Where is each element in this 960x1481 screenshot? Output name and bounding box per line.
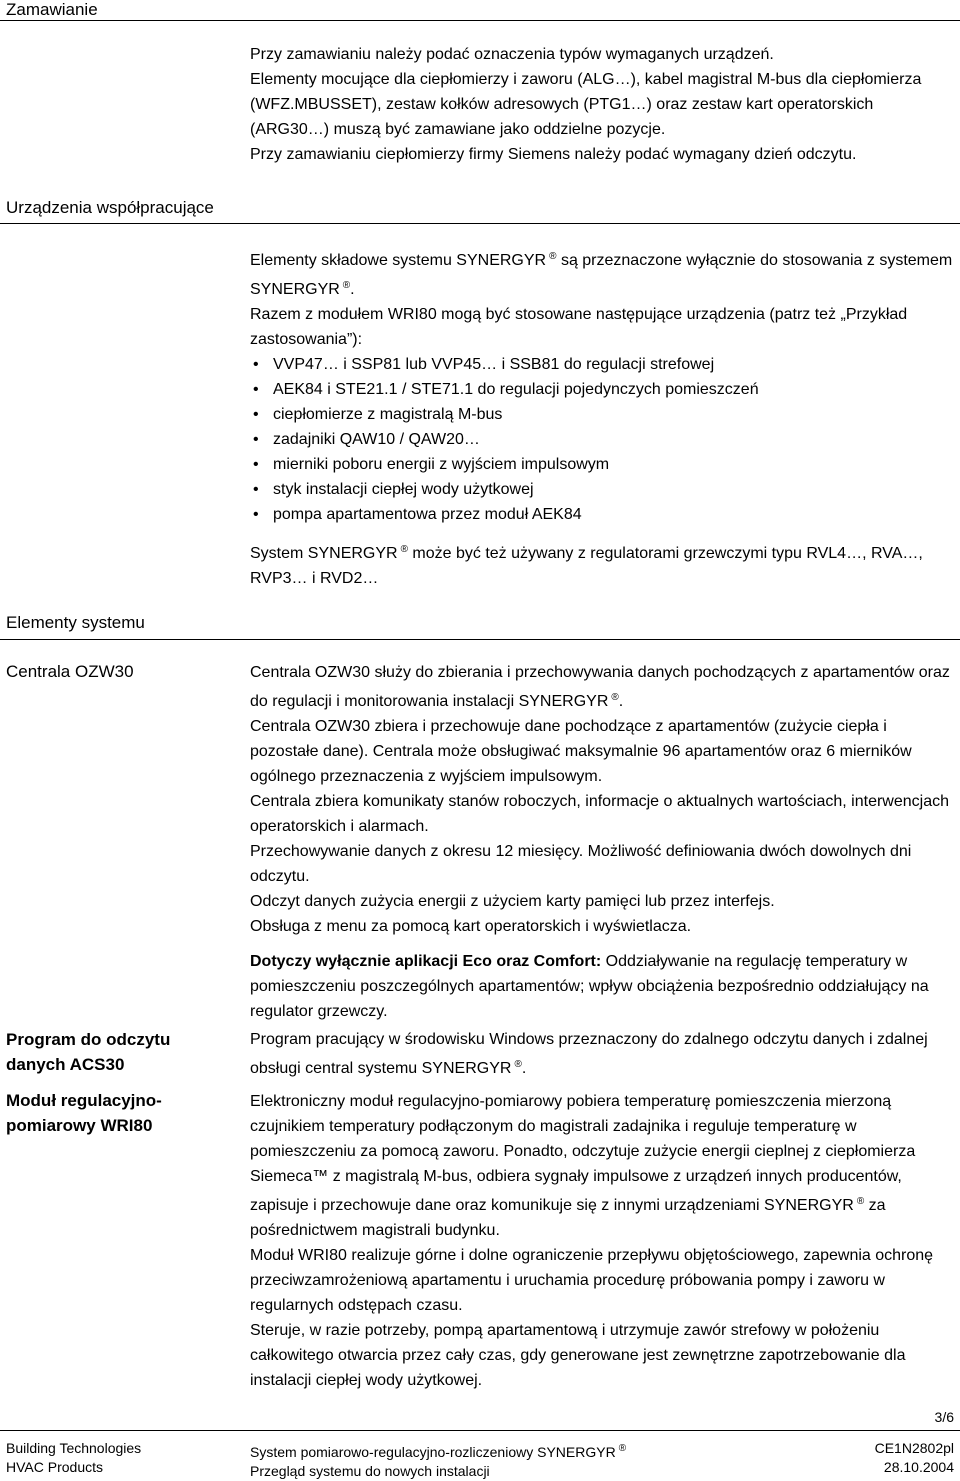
central-p7 [250, 949, 955, 1024]
footer-right [875, 1439, 954, 1477]
text-span: Elektroniczny moduł regulacyjno-pomiarowy pobiera temperaturę pomieszczenia mierzoną czujnikiem temperatury podłączonym do magistrali zadajnika i reguluje temperaturę w pomieszczeniu za pomocą zaworu. Ponadto, odczytuje zużycie energii cieplnej z ciepłomierza Siemeca™ z magistralą M-bus, odbiera sygnały impulsowe z urządzeń innych producentów, zapisuje i przechowuje dane oraz komunikuje się z innymi urządzeniami SYNERGYR [250, 1093, 916, 1214]
registered-mark: ® [549, 251, 557, 262]
list-item: • styk instalacji ciepłej wody użytkowej [250, 477, 955, 502]
wri-p1 [250, 1089, 955, 1243]
section-title: Zamawianie [6, 0, 98, 19]
footer-subtitle: Przegląd systemu do nowych instalacji [250, 1463, 490, 1479]
section-rule [0, 20, 960, 21]
footer-title [250, 1439, 626, 1462]
cooperating-p2: Razem z modułem WRI80 mogą być stosowane następujące urządzenia (patrz też „Przykład zastosowania”): [250, 306, 908, 348]
footer-division: HVAC Products [6, 1459, 103, 1475]
section-rule [0, 639, 960, 640]
central-label: Centrala OZW30 [6, 662, 134, 681]
text-span: Centrala OZW30 służy do zbierania i przechowywania danych pochodzących z apartamentów oraz do regulacji i monitorowania instalacji SYNERGYR [250, 664, 950, 710]
acs-text [250, 1027, 955, 1081]
text-span: System SYNERGYR [250, 545, 398, 562]
ordering-text [250, 42, 955, 167]
text-span: za pośrednictwem magistrali budynku. [250, 1197, 886, 1239]
list-item: • VVP47… i SSP81 lub VVP45… i SSB81 do regulacji strefowej [250, 352, 955, 377]
central-p3: Centrala zbiera komunikaty stanów roboczych, informacje o aktualnych wartościach, interwencjach operatorskich i alarmach. [250, 793, 949, 835]
acs-label: Program do odczytu danych ACS30 [6, 1030, 171, 1074]
text-span: Elementy składowe systemu SYNERGYR [250, 252, 547, 269]
registered-mark: ® [514, 1059, 522, 1070]
central-p6: Obsługa z menu za pomocą kart operatorskich i wyświetlacza. [250, 918, 692, 935]
text-span: są przeznaczone wyłącznie do stosowania z systemem SYNERGYR [250, 252, 953, 298]
text-span: Oddziaływanie na regulację temperatury w pomieszczeniu poszczególnych apartamentów; wpływ obciążenia bezpośrednio oddziałujący na regulator grzewczy. [250, 953, 929, 1020]
wri-p2: Moduł WRI80 realizuje górne i dolne ograniczenie przepływu objętościowego, zapewnia ochronę przeciwzamrożeniową apartamentu i uruchamia procedurę próbowania pompy i zaworu w regularnych odstępach czasu. [250, 1247, 934, 1314]
section-heading-cooperating [0, 198, 960, 218]
text-span: System pomiarowo-regulacyjno-rozliczeniowy SYNERGYR [250, 1444, 616, 1460]
central-text [250, 660, 955, 1024]
cooperating-text [250, 244, 955, 591]
text-span: . [521, 1060, 527, 1077]
registered-mark: ® [400, 544, 408, 555]
central-p1 [250, 660, 955, 714]
footer-middle [250, 1439, 626, 1481]
ordering-p1: Przy zamawianiu należy podać oznaczenia typów wymaganych urządzeń. [250, 46, 774, 63]
registered-mark: ® [342, 280, 351, 291]
section-heading-elements [0, 613, 960, 633]
text-span: Program pracujący w środowisku Windows przeznaczony do zdalnego odczytu danych i zdalnej obsługi central systemu SYNERGYR [250, 1031, 928, 1077]
ordering-p3: Przy zamawianiu ciepłomierzy firmy Siemens należy podać wymagany dzień odczytu. [250, 146, 857, 163]
central-p4: Przechowywanie danych z okresu 12 miesięcy. Możliwość definiowania dwóch dowolnych dni odczytu. [250, 843, 912, 885]
acs-p1 [250, 1027, 955, 1081]
cooperating-p3 [250, 537, 955, 591]
registered-mark: ® [856, 1196, 865, 1207]
registered-mark: ® [618, 1443, 627, 1454]
central-p5: Odczyt danych zużycia energii z użyciem karty pamięci lub przez interfejs. [250, 893, 775, 910]
footer-rule [0, 1430, 960, 1431]
wri-p3: Steruje, w razie potrzeby, pompą apartamentową i utrzymuje zawór strefowy w położeniu całkowitego otwarcia przez cały czas, gdy generowane jest zewnętrzne zapotrzebowanie dla instalacji ciepłej wody użytkowej. [250, 1322, 906, 1389]
document-number: CE1N2802pl [874, 1440, 954, 1456]
wri-text [250, 1089, 955, 1393]
section-rule [0, 223, 960, 224]
bold-lead: Dotyczy wyłącznie aplikacji Eco oraz Comfort: [250, 953, 602, 970]
document-date: 28.10.2004 [883, 1459, 954, 1475]
footer-company: Building Technologies [6, 1440, 142, 1456]
registered-mark: ® [611, 692, 619, 703]
list-item: • ciepłomierze z magistralą M-bus [250, 402, 955, 427]
cooperating-p1 [250, 244, 955, 302]
list-item: • pompa apartamentowa przez moduł AEK84 [250, 502, 955, 527]
list-item: • mierniki poboru energii z wyjściem impulsowym [250, 452, 955, 477]
text-span: może być też używany z regulatorami grzewczymi typu RVL4…, RVA…, RVP3… i RVD2… [250, 545, 923, 587]
section-title: Elementy systemu [6, 613, 145, 632]
text-span: . [618, 693, 624, 710]
page-number: 3/6 [934, 1409, 954, 1425]
device-list [250, 352, 955, 527]
text-span: . [350, 281, 355, 298]
list-item: • AEK84 i STE21.1 / STE71.1 do regulacji pojedynczych pomieszczeń [250, 377, 955, 402]
central-p2: Centrala OZW30 zbiera i przechowuje dane pochodzące z apartamentów (zużycie ciepła i pozostałe dane). Centrala może obsługiwać maksymalnie 96 apartamentów oraz 6 mierników ogólnego przeznaczenia z wyjściem impulsowym. [250, 718, 912, 785]
section-heading-ordering [0, 0, 960, 20]
footer-left [6, 1439, 141, 1477]
ordering-p2: Elementy mocujące dla ciepłomierzy i zaworu (ALG…), kabel magistral M-bus dla ciepłomierza (WFZ.MBUSSET), zestaw kołków adresowych (PTG1…) oraz zestaw kart operatorskich (ARG30…) muszą być zamawiane jako oddzielne pozycje. [250, 71, 922, 138]
list-item: • zadajniki QAW10 / QAW20… [250, 427, 955, 452]
wri-label: Moduł regulacyjno-pomiarowy WRI80 [6, 1091, 162, 1135]
section-title: Urządzenia współpracujące [6, 198, 214, 217]
